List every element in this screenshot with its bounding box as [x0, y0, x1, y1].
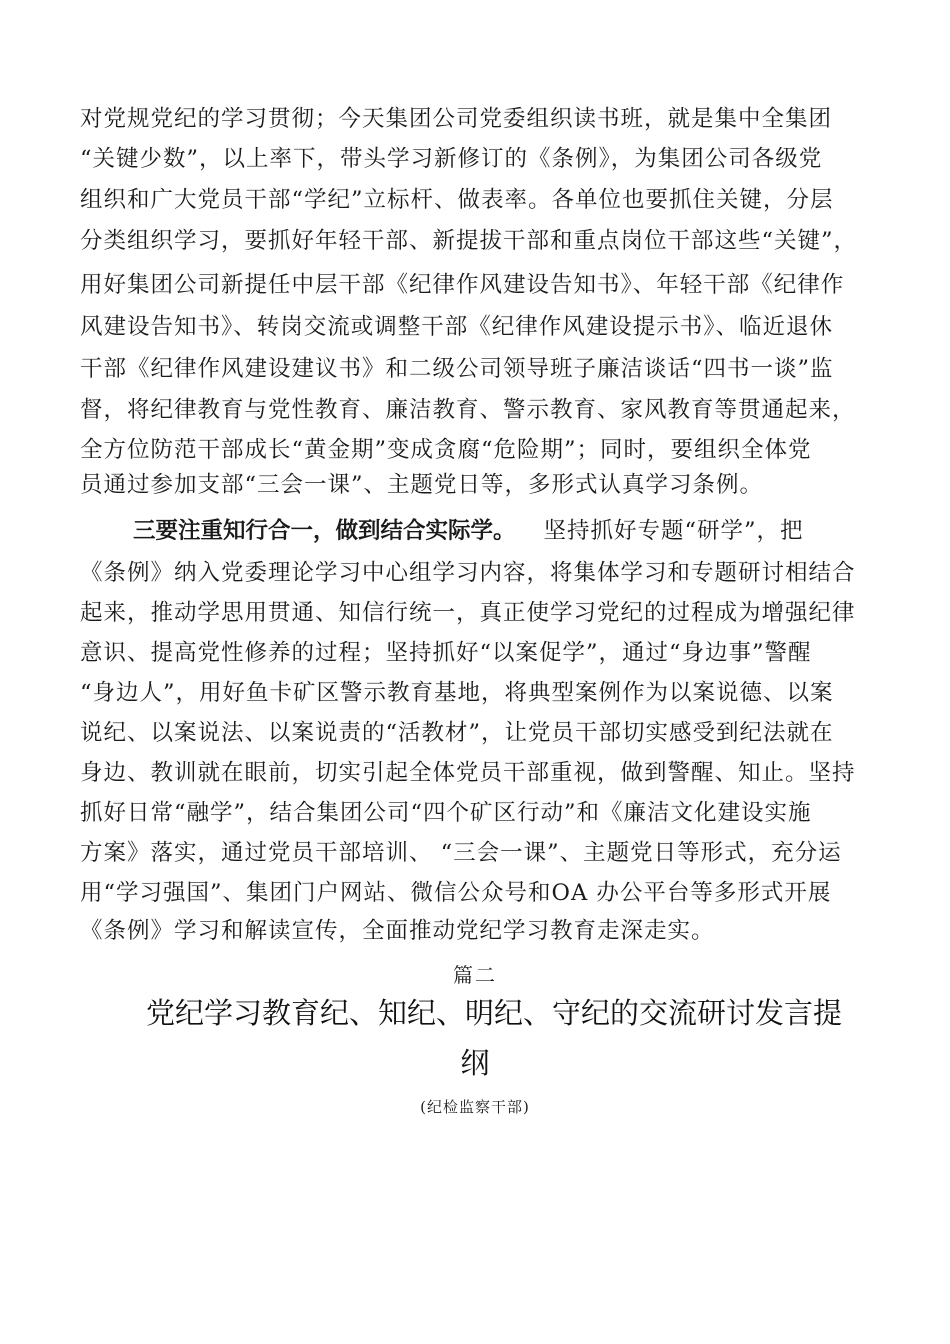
paragraph-text: 坚持抓好专题“研学”，把 — [543, 518, 804, 544]
text-line: 用好集团公司新提任中层干部《纪律作风建设告知书》、年轻干部《纪律作 — [80, 272, 845, 298]
text-line: 干部《纪律作风建设建议书》和二级公司领导班子廉洁谈话“四书一谈”监 — [80, 356, 834, 382]
text-line: 用“学习强国”、集团门户网站、微信公众号和OA 办公平台等多形式开展 — [80, 880, 832, 906]
text-line: 身边、教训就在眼前，切实引起全体党员干部重视，做到警醒、知止。坚持 — [80, 760, 856, 786]
text-line: “关键少数”，以上率下，带头学习新修订的《条例》，为集团公司各级党 — [80, 146, 823, 172]
text-line: 《条例》纳入党委理论学习中心组学习内容，将集体学习和专题研讨相结合 — [80, 560, 856, 586]
text-line: “身边人”，用好鱼卡矿区警示教育基地，将典型案例作为以案说德、以案 — [80, 680, 834, 706]
text-line: 说纪、以案说法、以案说责的“活教材”，让党员干部切实感受到纪法就在 — [80, 720, 834, 746]
paragraph-heading: 三要注重知行合一，做到结合实际学。 — [133, 518, 516, 544]
text-line: 全方位防范干部成长“黄金期”变成贪腐“危险期”；同时，要组织全体党 — [80, 437, 812, 463]
text-line: 督，将纪律教育与党性教育、廉洁教育、警示教育、家风教育等贯通起来， — [80, 397, 856, 423]
text-line: 抓好日常“融学”，结合集团公司“四个矿区行动”和《廉洁文化建设实施 — [80, 800, 812, 826]
text-line: 分类组织学习，要抓好年轻干部、新提拔干部和重点岗位干部这些“关键”， — [80, 228, 858, 254]
text-line: 组织和广大党员干部“学纪”立标杆、做表率。各单位也要抓住关键，分层 — [80, 187, 834, 213]
text-line — [133, 516, 804, 546]
text-line: 《条例》学习和解读宣传，全面推动党纪学习教育走深走实。 — [80, 918, 715, 944]
document-title-line-2: 纲 — [460, 1046, 490, 1080]
text-line: 风建设告知书》、转岗交流或调整干部《纪律作风建设提示书》、临近退休 — [80, 314, 834, 340]
document-title-line-1: 党纪学习教育纪、知纪、明纪、守纪的交流研讨发言提 — [146, 996, 843, 1030]
text-line: 意识、提高党性修养的过程；坚持抓好“以案促学”，通过“身边事”警醒 — [80, 640, 812, 666]
text-line: 起来，推动学思用贯通、知信行统一，真正使学习党纪的过程成为增强纪律 — [80, 600, 856, 626]
text-line: 方案》落实，通过党员干部培训、 “三会一课”、主题党日等形式，充分运 — [80, 840, 842, 866]
text-line: 员通过参加支部“三会一课”、主题党日等，多形式认真学习条例。 — [80, 472, 764, 498]
text-line: 对党规党纪的学习贯彻；今天集团公司党委组织读书班，就是集中全集团 — [80, 106, 833, 132]
section-number: 篇二 — [453, 963, 497, 987]
subtitle: (纪检监察干部) — [420, 1098, 530, 1116]
